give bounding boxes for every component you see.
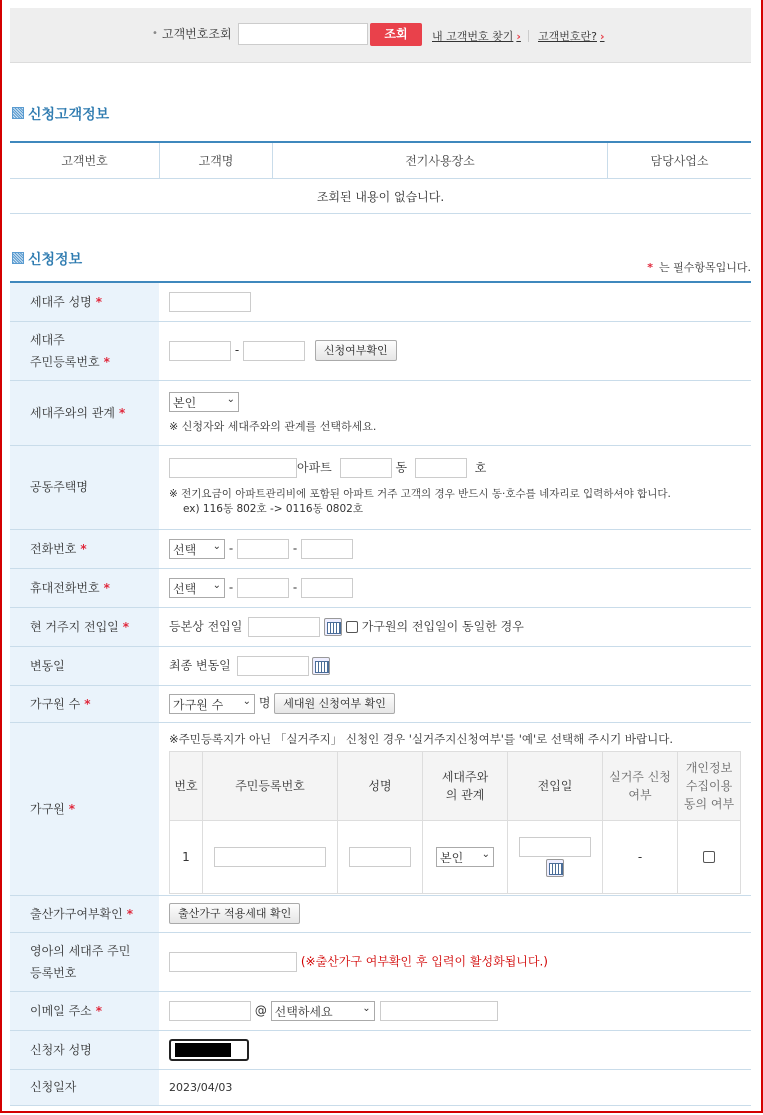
form-row — [10, 529, 751, 568]
chevron-right-icon: › — [599, 30, 605, 43]
birth-household-check-button[interactable]: 출산가구 적용세대 확인 — [169, 903, 300, 924]
change-date-prefix: 최종 변동일 — [169, 658, 231, 672]
infant-rrn-input[interactable] — [169, 952, 297, 972]
column-header — [423, 751, 508, 820]
apply-date-value: 2023/04/03 — [159, 1069, 751, 1105]
bullet-icon: • — [152, 28, 158, 39]
required-star: * — [126, 906, 134, 921]
required-star: * — [103, 580, 110, 595]
form-row — [10, 380, 751, 445]
email-id-input[interactable] — [169, 1001, 251, 1021]
rrn-back-input[interactable] — [243, 341, 305, 361]
dash: - — [228, 541, 234, 555]
empty-message: 조회된 내용이 없습니다. — [10, 179, 751, 214]
mobile-select-value: 선택 — [173, 581, 197, 596]
section-bullet-icon — [12, 252, 24, 264]
label-text: 영아의 세대주 주민 — [30, 943, 131, 958]
field-label — [10, 607, 159, 646]
calendar-icon[interactable] — [546, 859, 564, 877]
apartment-notice: ※ 전기요금이 아파트관리비에 포함된 아파트 거주 고객의 경우 반드시 동·호수를 네자리로 입력하셔야 합니다. — [169, 488, 671, 500]
label-text: 전화번호 — [30, 541, 77, 556]
label-text: 휴대전화번호 — [30, 580, 100, 595]
form-row — [10, 1030, 751, 1069]
column-header: 전기사용장소 — [273, 142, 608, 179]
label-text: 이메일 주소 — [30, 1003, 92, 1018]
form-row — [10, 568, 751, 607]
header-text: 수집이용 — [685, 778, 733, 793]
form-row — [10, 1069, 751, 1105]
calendar-icon[interactable] — [312, 657, 330, 675]
form-row — [10, 991, 751, 1030]
ho-input[interactable] — [415, 458, 467, 478]
customer-info-table — [10, 141, 751, 214]
move-in-prefix: 등본상 전입일 — [169, 619, 243, 633]
form-row — [10, 932, 751, 991]
label-text: 출산가구여부확인 — [30, 906, 123, 921]
column-header: 담당사업소 — [608, 142, 752, 179]
required-star: * — [68, 801, 76, 816]
move-in-date-input[interactable] — [248, 617, 320, 637]
chevron-down-icon: ⌄ — [481, 848, 490, 860]
section-title-customer-info — [12, 104, 109, 124]
member-name-input[interactable] — [349, 847, 411, 867]
unit-label: 명 — [258, 696, 271, 710]
check-application-button[interactable]: 신청여부확인 — [315, 340, 397, 361]
household-count-select[interactable] — [169, 694, 255, 714]
dong-suffix: 동 — [395, 460, 408, 475]
label-text: 세대주 성명 — [30, 294, 92, 309]
column-header: 전입일 — [508, 751, 603, 820]
email-select-value: 선택하세요 — [274, 1004, 333, 1019]
form-row — [10, 646, 751, 685]
change-date-input[interactable] — [237, 656, 309, 676]
column-header: 번호 — [170, 751, 203, 820]
same-move-in-checkbox[interactable] — [346, 621, 358, 633]
label-text: 세대주 — [30, 332, 65, 347]
required-star: * — [80, 541, 87, 556]
form-row — [10, 282, 751, 321]
same-move-in-label: 가구원의 전입일이 동일한 경우 — [361, 619, 524, 633]
dash: - — [234, 343, 240, 357]
label-text: 주민등록번호 — [30, 354, 100, 369]
phone-last-input[interactable] — [301, 539, 353, 559]
header-text: 의 관계 — [445, 787, 485, 802]
field-label — [10, 722, 159, 895]
field-label — [10, 895, 159, 932]
check-members-button[interactable]: 세대원 신청여부 확인 — [274, 693, 395, 714]
privacy-consent-checkbox[interactable] — [703, 851, 715, 863]
what-link-label: 고객번호란? — [538, 30, 597, 43]
field-label — [10, 529, 159, 568]
phone-middle-input[interactable] — [237, 539, 289, 559]
member-rrn-input[interactable] — [214, 847, 326, 867]
column-header: 성명 — [338, 751, 423, 820]
field-label — [10, 282, 159, 321]
section-title-application-info — [12, 249, 82, 269]
application-form — [10, 281, 751, 1106]
form-row — [10, 321, 751, 380]
field-label — [10, 321, 159, 380]
mobile-middle-input[interactable] — [237, 578, 289, 598]
chevron-down-icon: ⌄ — [226, 393, 235, 405]
field-label — [10, 991, 159, 1030]
members-table — [169, 751, 741, 894]
label-text: 신청일자 — [30, 1080, 77, 1094]
chevron-down-icon: ⌄ — [242, 695, 251, 707]
mobile-prefix-select[interactable] — [169, 578, 225, 598]
section-title-text: 신청정보 — [28, 252, 83, 268]
form-row — [10, 685, 751, 722]
applicant-name-field[interactable] — [169, 1039, 249, 1061]
customer-number-label: 고객번호조회 — [162, 27, 232, 41]
what-is-customer-number-link[interactable] — [538, 28, 605, 44]
apartment-name-input[interactable] — [169, 458, 297, 478]
calendar-icon[interactable] — [324, 618, 342, 636]
customer-number-input[interactable] — [238, 23, 368, 45]
household-select-value: 가구원 수 — [173, 697, 224, 712]
ho-suffix: 호 — [474, 460, 487, 475]
column-header — [678, 751, 741, 820]
dash: - — [292, 541, 298, 555]
field-label — [10, 646, 159, 685]
field-label — [10, 1030, 159, 1069]
header-text: 여부 — [628, 787, 652, 802]
chevron-down-icon: ⌄ — [212, 579, 221, 591]
label-text: 변동일 — [30, 658, 65, 673]
customer-search-bar — [10, 8, 751, 63]
column-header: 고객명 — [160, 142, 273, 179]
email-domain-select[interactable] — [271, 1001, 375, 1021]
column-header: 주민등록번호 — [203, 751, 338, 820]
email-domain-input[interactable] — [380, 1001, 498, 1021]
relation-note: ※ 신청자와 세대주와의 관계를 선택하세요. — [169, 419, 377, 433]
required-star: * — [118, 405, 126, 420]
member-relation-value: 본인 — [440, 850, 464, 865]
required-star: * — [95, 1003, 103, 1018]
dash: - — [228, 580, 234, 594]
field-label — [10, 568, 159, 607]
label-text: 가구원 수 — [30, 696, 81, 711]
required-star: * — [103, 354, 110, 369]
form-row — [10, 607, 751, 646]
form-row — [10, 895, 751, 932]
required-star: * — [84, 696, 91, 711]
label-text: 공동주택명 — [30, 480, 88, 494]
field-label — [10, 380, 159, 445]
apartment-suffix: 아파트 — [297, 460, 332, 475]
phone-area-select[interactable] — [169, 539, 225, 559]
table-row — [170, 820, 741, 893]
required-star: * — [122, 619, 130, 634]
relation-select[interactable] — [169, 392, 239, 412]
mobile-last-input[interactable] — [301, 578, 353, 598]
section-title-text: 신청고객정보 — [28, 107, 110, 123]
required-note-text: 는 필수항목입니다. — [658, 261, 751, 274]
find-link-label: 내 고객번호 찾기 — [432, 30, 514, 43]
form-row — [10, 445, 751, 529]
member-real-residence: - — [603, 820, 678, 893]
header-text: 세대주와 — [441, 769, 489, 784]
member-relation-select[interactable] — [436, 847, 494, 867]
dash: - — [292, 580, 298, 594]
chevron-right-icon: › — [516, 30, 521, 43]
chevron-down-icon: ⌄ — [362, 1002, 371, 1014]
field-label — [10, 1069, 159, 1105]
search-button[interactable]: 조회 — [370, 23, 422, 46]
dong-input[interactable] — [340, 458, 392, 478]
members-notice: ※주민등록지가 아닌 「실거주지」 신청인 경우 '실거주지신청여부'를 '예'로 선택해 주시기 바랍니다. — [169, 731, 673, 746]
find-customer-number-link[interactable] — [432, 28, 521, 44]
required-note — [643, 259, 751, 275]
field-label — [10, 445, 159, 529]
rrn-front-input[interactable] — [169, 341, 231, 361]
member-number: 1 — [170, 820, 203, 893]
at-sign: @ — [254, 1003, 267, 1017]
field-label — [10, 685, 159, 722]
required-star: * — [647, 261, 653, 274]
infant-notice: (※출산가구 여부확인 후 입력이 활성화됩니다.) — [300, 954, 548, 968]
divider — [528, 30, 529, 42]
head-name-input[interactable] — [169, 292, 251, 312]
column-header: 고객번호 — [10, 142, 160, 179]
column-header — [603, 751, 678, 820]
section-bullet-icon — [12, 107, 24, 119]
label-text: 가구원 — [30, 801, 65, 816]
header-text: 실거주 신청 — [609, 769, 671, 784]
phone-select-value: 선택 — [173, 542, 197, 557]
required-star: * — [95, 294, 103, 309]
relation-select-value: 본인 — [173, 395, 197, 410]
label-text: 현 거주지 전입일 — [30, 619, 119, 634]
apartment-example: ex) 116동 802호 -> 0116동 0802호 — [183, 503, 363, 515]
header-text: 개인정보 — [685, 760, 733, 775]
label-text: 등록번호 — [30, 965, 77, 980]
field-label — [10, 932, 159, 991]
member-move-in-input[interactable] — [519, 837, 591, 857]
label-text: 세대주와의 관계 — [30, 405, 115, 420]
chevron-down-icon: ⌄ — [212, 540, 221, 552]
form-row — [10, 722, 751, 895]
label-text: 신청자 성명 — [30, 1042, 92, 1057]
header-text: 동의 여부 — [683, 796, 735, 811]
